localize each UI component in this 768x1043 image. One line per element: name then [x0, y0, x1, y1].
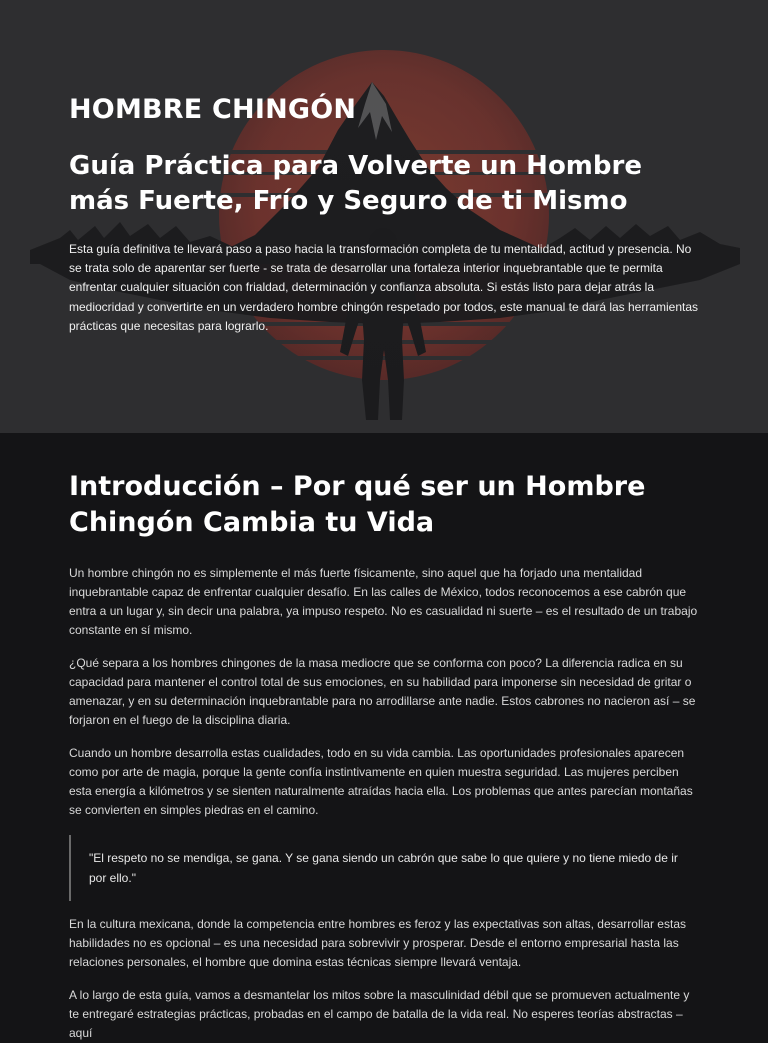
hero-lead-paragraph: Esta guía definitiva te llevará paso a paso hacia la transformación completa de tu mentalidad, actitud y presencia. No se trata solo de aparentar ser fuerte - se trata de desarrollar una fortaleza interior inquebrantable que te permita enfrentar cualquier situación con frialdad, determinación y confianza absoluta. Si estás listo para dejar atrás la mediocridad y convertirte en un verdadero hombre chingón respetado por todos, este manual te dará las herramientas prácticas que necesitas para lograrlo.	[69, 242, 699, 333]
hero-headline: Guía Práctica para Volverte un Hombre más Fuerte, Frío y Seguro de ti Mismo	[69, 151, 642, 216]
brand-title: HOMBRE CHINGÓN	[69, 94, 357, 125]
paragraph: En la cultura mexicana, donde la competencia entre hombres es feroz y las expectativas son altas, desarrollar estas habilidades no es opcional – es una necesidad para sobrevivir y prosperar. Desde el entorno empresarial hasta las relaciones personales, el hombre que domina estas técnicas siempre llevará ventaja.	[69, 917, 686, 969]
section-title-introduction: Introducción – Por qué ser un Hombre Chingón Cambia tu Vida	[69, 471, 646, 538]
paragraph: Un hombre chingón no es simplemente el más fuerte físicamente, sino aquel que ha forjado una mentalidad inquebrantable capaz de enfrentar cualquier desafío. En las calles de México, todos reconocemos a ese cabrón que entra a un lugar y, sin decir una palabra, ya impuso respeto. No es casualidad ni suerte – es el resultado de un trabajo constante en sí mismo.	[69, 566, 698, 637]
quote-text: "El respeto no se mendiga, se gana. Y se gana siendo un cabrón que sabe lo que quiere y no tiene miedo de ir por ello."	[89, 851, 678, 885]
paragraph: ¿Qué separa a los hombres chingones de la masa mediocre que se conforma con poco? La diferencia radica en su capacidad para mantener el control total de sus emociones, en su habilidad para imponerse sin necesidad de gritar o amenazar, y en su determinación inquebrantable para no arrodillarse ante nadie. Estos cabrones no nacieron así – se forjaron en el fuego de la disciplina diaria.	[69, 656, 696, 727]
hero-banner	[0, 0, 768, 433]
paragraph: Cuando un hombre desarrolla estas cualidades, todo en su vida cambia. Las oportunidades profesionales aparecen como por arte de magia, porque la gente confía instintivamente en quien muestra seguridad. Las mujeres perciben esta energía a kilómetros y se sienten naturalmente atraídas hacia ella. Los problemas que antes parecían montañas se convierten en simples piedras en el camino.	[69, 746, 693, 817]
blockquote	[69, 835, 685, 901]
paragraph: A lo largo de esta guía, vamos a desmantelar los mitos sobre la masculinidad débil que se promueven actualmente y te entregaré estrategias prácticas, probadas en el campo de batalla de la vida real. No esperes teorías abstractas – aquí	[69, 988, 690, 1040]
